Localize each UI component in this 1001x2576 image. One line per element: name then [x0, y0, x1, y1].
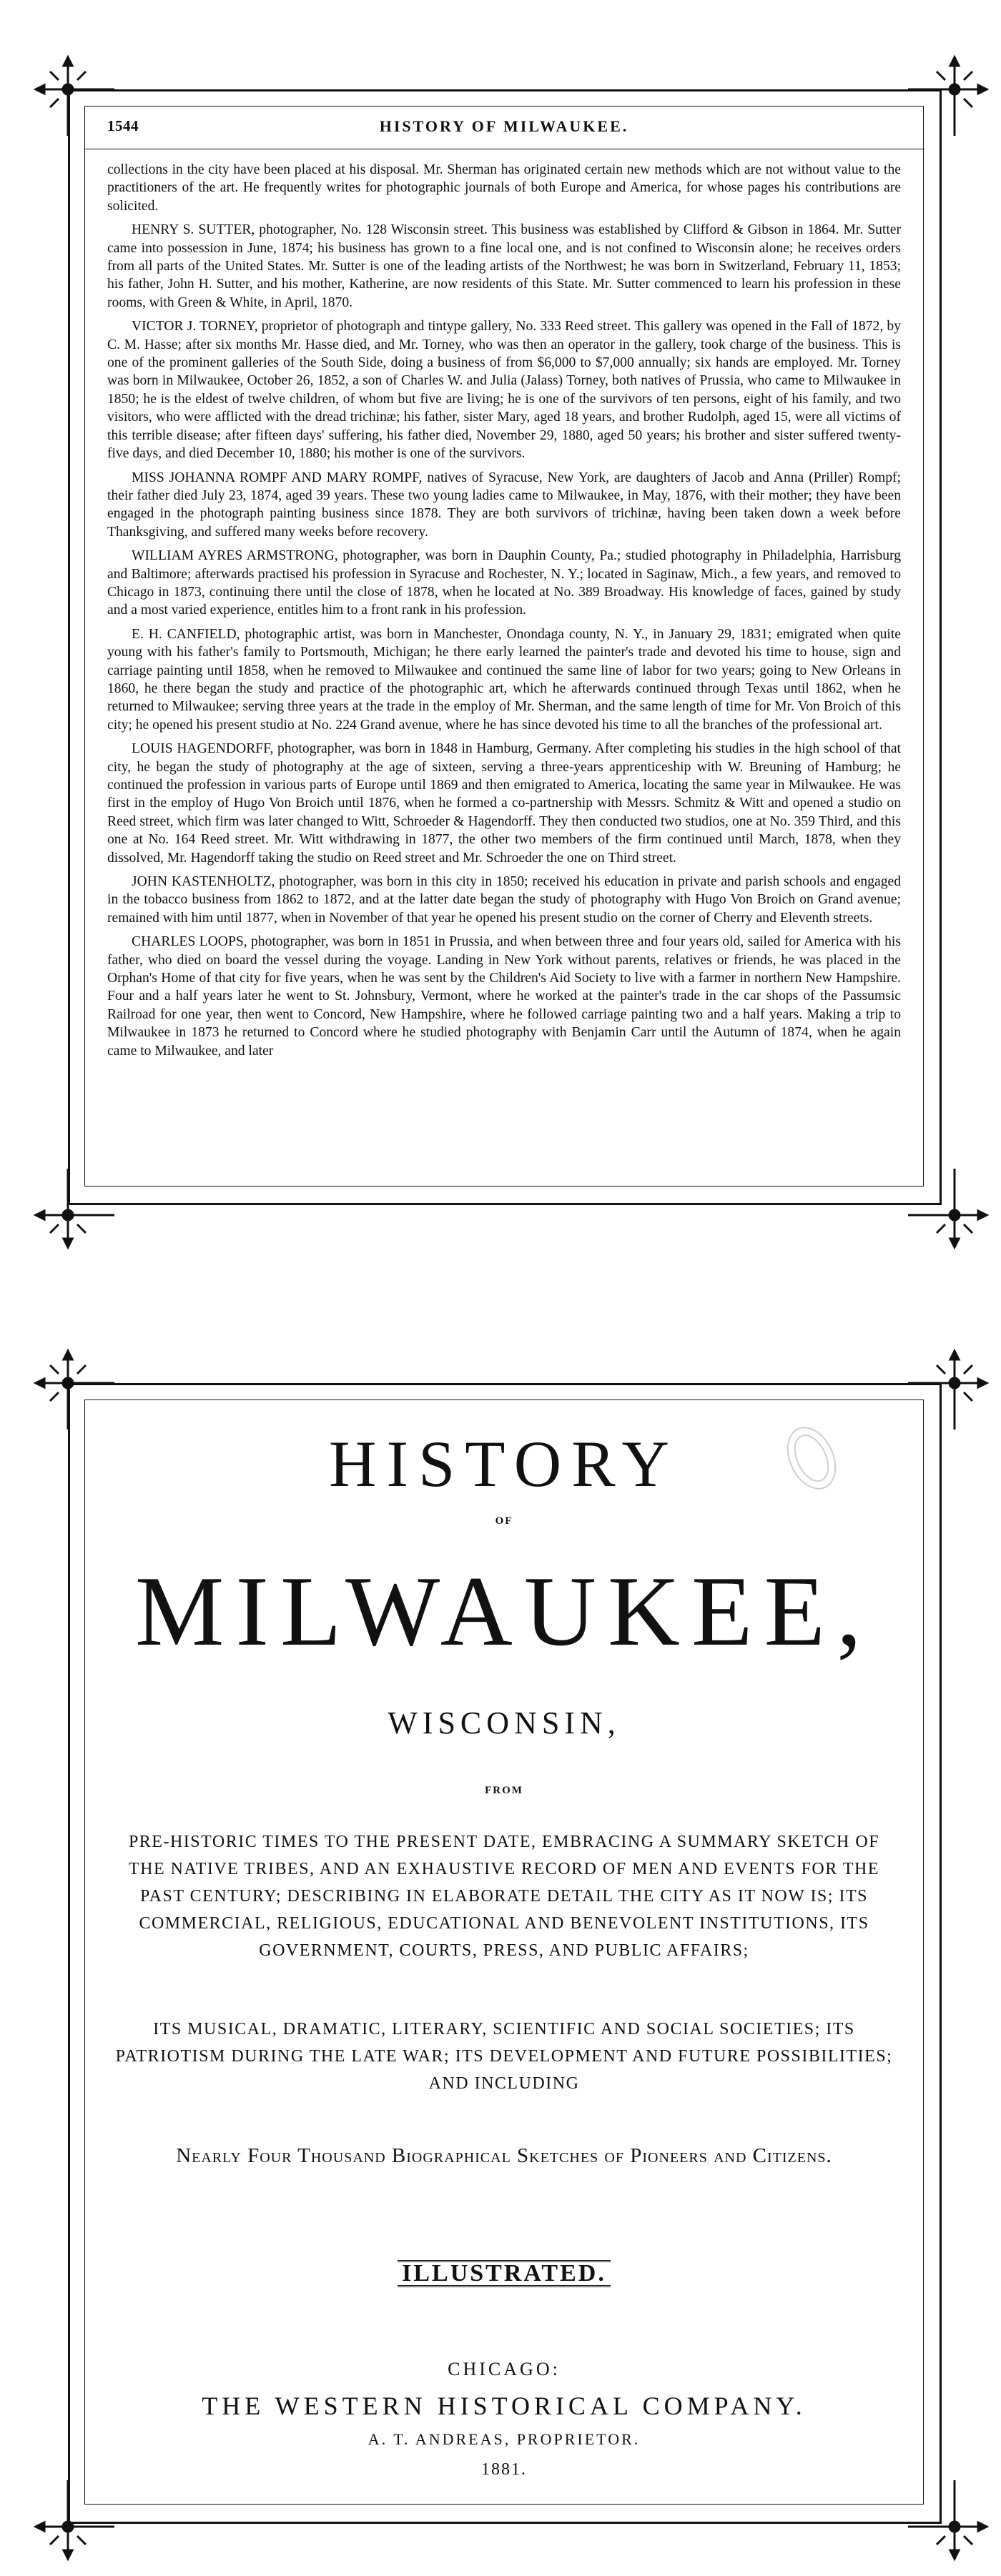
paragraph: MISS JOHANNA ROMPF AND MARY ROMPF, natives of Syracuse, New York, are daughters of Jacob and Anna (Priller) Rompf; their father died July 23, 1874, aged 39 years. These two young ladies came to Milwaukee, in May, 1876, with their mother; they have been engaged in the photograph painting business since 1878. They are both survivors of trichinæ, having been taken down a week before Thanksgiving, and suffered many weeks before recovery.: [107, 470, 901, 540]
corner-ornament-icon: [894, 1154, 1001, 1262]
corner-ornament-icon: [894, 1337, 1001, 1444]
title-milwaukee: MILWAUKEE,: [134, 1556, 874, 1667]
corner-ornament-icon: [894, 2466, 1001, 2573]
corner-ornament-icon: [21, 1154, 129, 1262]
title-from: FROM: [485, 1785, 523, 1796]
corner-ornament-icon: [21, 2466, 129, 2573]
page-body: [107, 161, 901, 1169]
paragraph: collections in the city have been placed at his disposal. Mr. Sherman has originated certain new methods which are not without value to the practitioners of the art. He frequently writes for photographic journals of both Europe and America, for whose pages his contributions are solicited.: [107, 162, 901, 214]
running-head: HISTORY OF MILWAUKEE.: [379, 117, 629, 135]
paragraph: E. H. CANFIELD, photographic artist, was born in Manchester, Onondaga county, N. Y., in January 29, 1831; emigrated when quite young with his father's family to Portsmouth, Michigan; he there early learned the painter's trade and devoted his time to house, sign and carriage painting until 1858, when he removed to Milwaukee and continued the same line of labor for two years; going to New Orleans in 1860, he there began the study and practice of the photographic art, which he afterwards continued through Texas until 1862, when he returned to Milwaukee; serving three years at the trade in the employ of Mr. Sherman, and the same length of time for Mr. Von Broich of this city; he opened his present studio at No. 224 Grand avenue, where he has since devoted his time to all the branches of the professional art.: [107, 626, 901, 733]
illustrated-label: ILLUSTRATED.: [398, 2260, 611, 2287]
imprint-city: CHICAGO:: [448, 2359, 561, 2379]
page-number: 1544: [107, 117, 139, 134]
title-state: WISCONSIN,: [388, 1705, 621, 1740]
title-description: PRE-HISTORIC TIMES TO THE PRESENT DATE, EMBRACING A SUMMARY SKETCH OF THE NATIVE TRIBES, AND AN EXHAUSTIVE RECORD OF MEN AND EVENTS FOR THE PAST CENTURY; DESCRIBING IN ELABORATE DETAIL THE CITY AS IT NOW IS; ITS COMMERCIAL, RELIGIOUS, EDUCATIONAL AND BENEVOLENT INSTITUTIONS, ITS GOVERNMENT, COURTS, PRESS, AND PUBLIC AFFAIRS;: [128, 1833, 880, 1960]
paragraph: VICTOR J. TORNEY, proprietor of photograph and tintype gallery, No. 333 Reed street. This gallery was opened in the Fall of 1872, by C. M. Hasse; after six months Mr. Hasse died, and Mr. Torney, who was then an operator in the gallery, took charge of the business. This is one of the prominent galleries of the South Side, doing a business of from $6,000 to $7,000 annually; six hands are employed. Mr. Torney was born in Milwaukee, October 26, 1852, a son of Charles W. and Julia (Jalass) Torney, both natives of Prussia, who came to Milwaukee in 1850; he is the eldest of twelve children, of whom but five are living; he is one of the survivors of ten persons, eight of his family, and two visitors, who were afflicted with the dread trichinæ; his father, sister Mary, aged 18 years, and brother Rudolph, aged 15, were all victims of this terrible disease; after fifteen days' suffering, his father died, November 29, 1880, aged 50 years; his brother and sister suffered twenty-five days, and died December 10, 1880; his mother is one of the survivors.: [107, 319, 901, 462]
title-history: HISTORY: [329, 1427, 679, 1500]
imprint-proprietor: A. T. ANDREAS, PROPRIETOR.: [368, 2430, 641, 2448]
corner-ornament-icon: [894, 43, 1001, 150]
paragraph: HENRY S. SUTTER, photographer, No. 128 Wisconsin street. This business was established by Clifford & Gibson in 1864. Mr. Sutter came into possession in June, 1874; his business has grown to a fine local one, and is not confined to Wisconsin alone; he receives orders from all parts of the United States. Mr. Sutter is one of the leading artists of the Northwest; he was born in Switzerland, February 11, 1853; his father, John H. Sutter, and his mother, Katherine, are now residents of this State. Mr. Sutter commenced to learn his profession in these rooms, with Green & White, in April, 1870.: [107, 222, 901, 310]
paragraph: WILLIAM AYRES ARMSTRONG, photographer, was born in Dauphin County, Pa.; studied photography in Philadelphia, Harrisburg and Baltimore; afterwards practised his profession in Syracuse and Rochester, N. Y.; located in Saginaw, Mich., a few years, and removed to Chicago in 1873, continuing there until the close of 1878, when he located at No. 389 Broadway. His knowledge of faces, gained by study and a most varied experience, entitles him to a front rank in his profession.: [107, 548, 901, 618]
title-biographies: Nearly Four Thousand Biographical Sketches of Pioneers and Citizens.: [176, 2144, 832, 2167]
title-description-2: ITS MUSICAL, DRAMATIC, LITERARY, SCIENTIFIC AND SOCIAL SOCIETIES; ITS PATRIOTISM DURING THE LATE WAR; ITS DEVELOPMENT AND FUTURE POSSIBILITIES; AND INCLUDING: [115, 2020, 893, 2093]
book-page-1544: [0, 0, 1001, 1229]
paragraph: JOHN KASTENHOLTZ, photographer, was born in this city in 1850; received his education in private and parish schools and engaged in the tobacco business from 1862 to 1872, and at the latter date began the study of photography with Hugo Von Broich on Grand avenue; remained with him until 1877, when in November of that year he opened his present studio on the corner of Cherry and Eleventh streets.: [107, 874, 901, 926]
title-illustrated: [107, 2260, 901, 2287]
imprint-publisher: THE WESTERN HISTORICAL COMPANY.: [202, 2392, 807, 2420]
imprint-year: 1881.: [481, 2460, 527, 2479]
page-header: [107, 114, 901, 143]
paragraph: CHARLES LOOPS, photographer, was born in 1851 in Prussia, and when between three and four years old, sailed for America with his father, who died on board the vessel during the voyage. Landing in New York without parents, relatives or friends, he was placed in the Orphan's Home of that city for five years, when he was sent by the Children's Aid Society to live with a farmer in northern New Hampshire. Four and a half years later he went to St. Johnsbury, Vermont, where he worked at the painter's trade in the car shops of the Passumsic Railroad for one year, then went to Concord, New Hampshire, where he followed carriage painting two and a half years. Making a trip to Milwaukee in 1873 he returned to Concord where he studied photography with Benjamin Carr until the Autumn of 1874, when he again came to Milwaukee, and later: [107, 934, 901, 1059]
title-of: OF: [495, 1515, 513, 1527]
paragraph: LOUIS HAGENDORFF, photographer, was born in 1848 in Hamburg, Germany. After completing his studies in the high school of that city, he began the study of photography at the age of sixteen, serving a three-years apprenticeship with W. Breuning of Hamburg; he continued the profession in various parts of Europe until 1869 and then emigrated to America, locating the same year in Milwaukee. He was first in the employ of Hugo Von Broich until 1876, when he formed a co-partnership with Messrs. Schmitz & Witt and opened a studio on Reed street, which firm was later changed to Witt, Schroeder & Hagendorff. They then conducted two studios, one at No. 359 Third, and this one at No. 164 Reed street. Mr. Witt withdrawing in 1877, the other two members of the firm continued until March, 1878, when they dissolved, Mr. Hagendorff taking the studio on Reed street and Mr. Schroeder the one on Third street.: [107, 741, 901, 866]
